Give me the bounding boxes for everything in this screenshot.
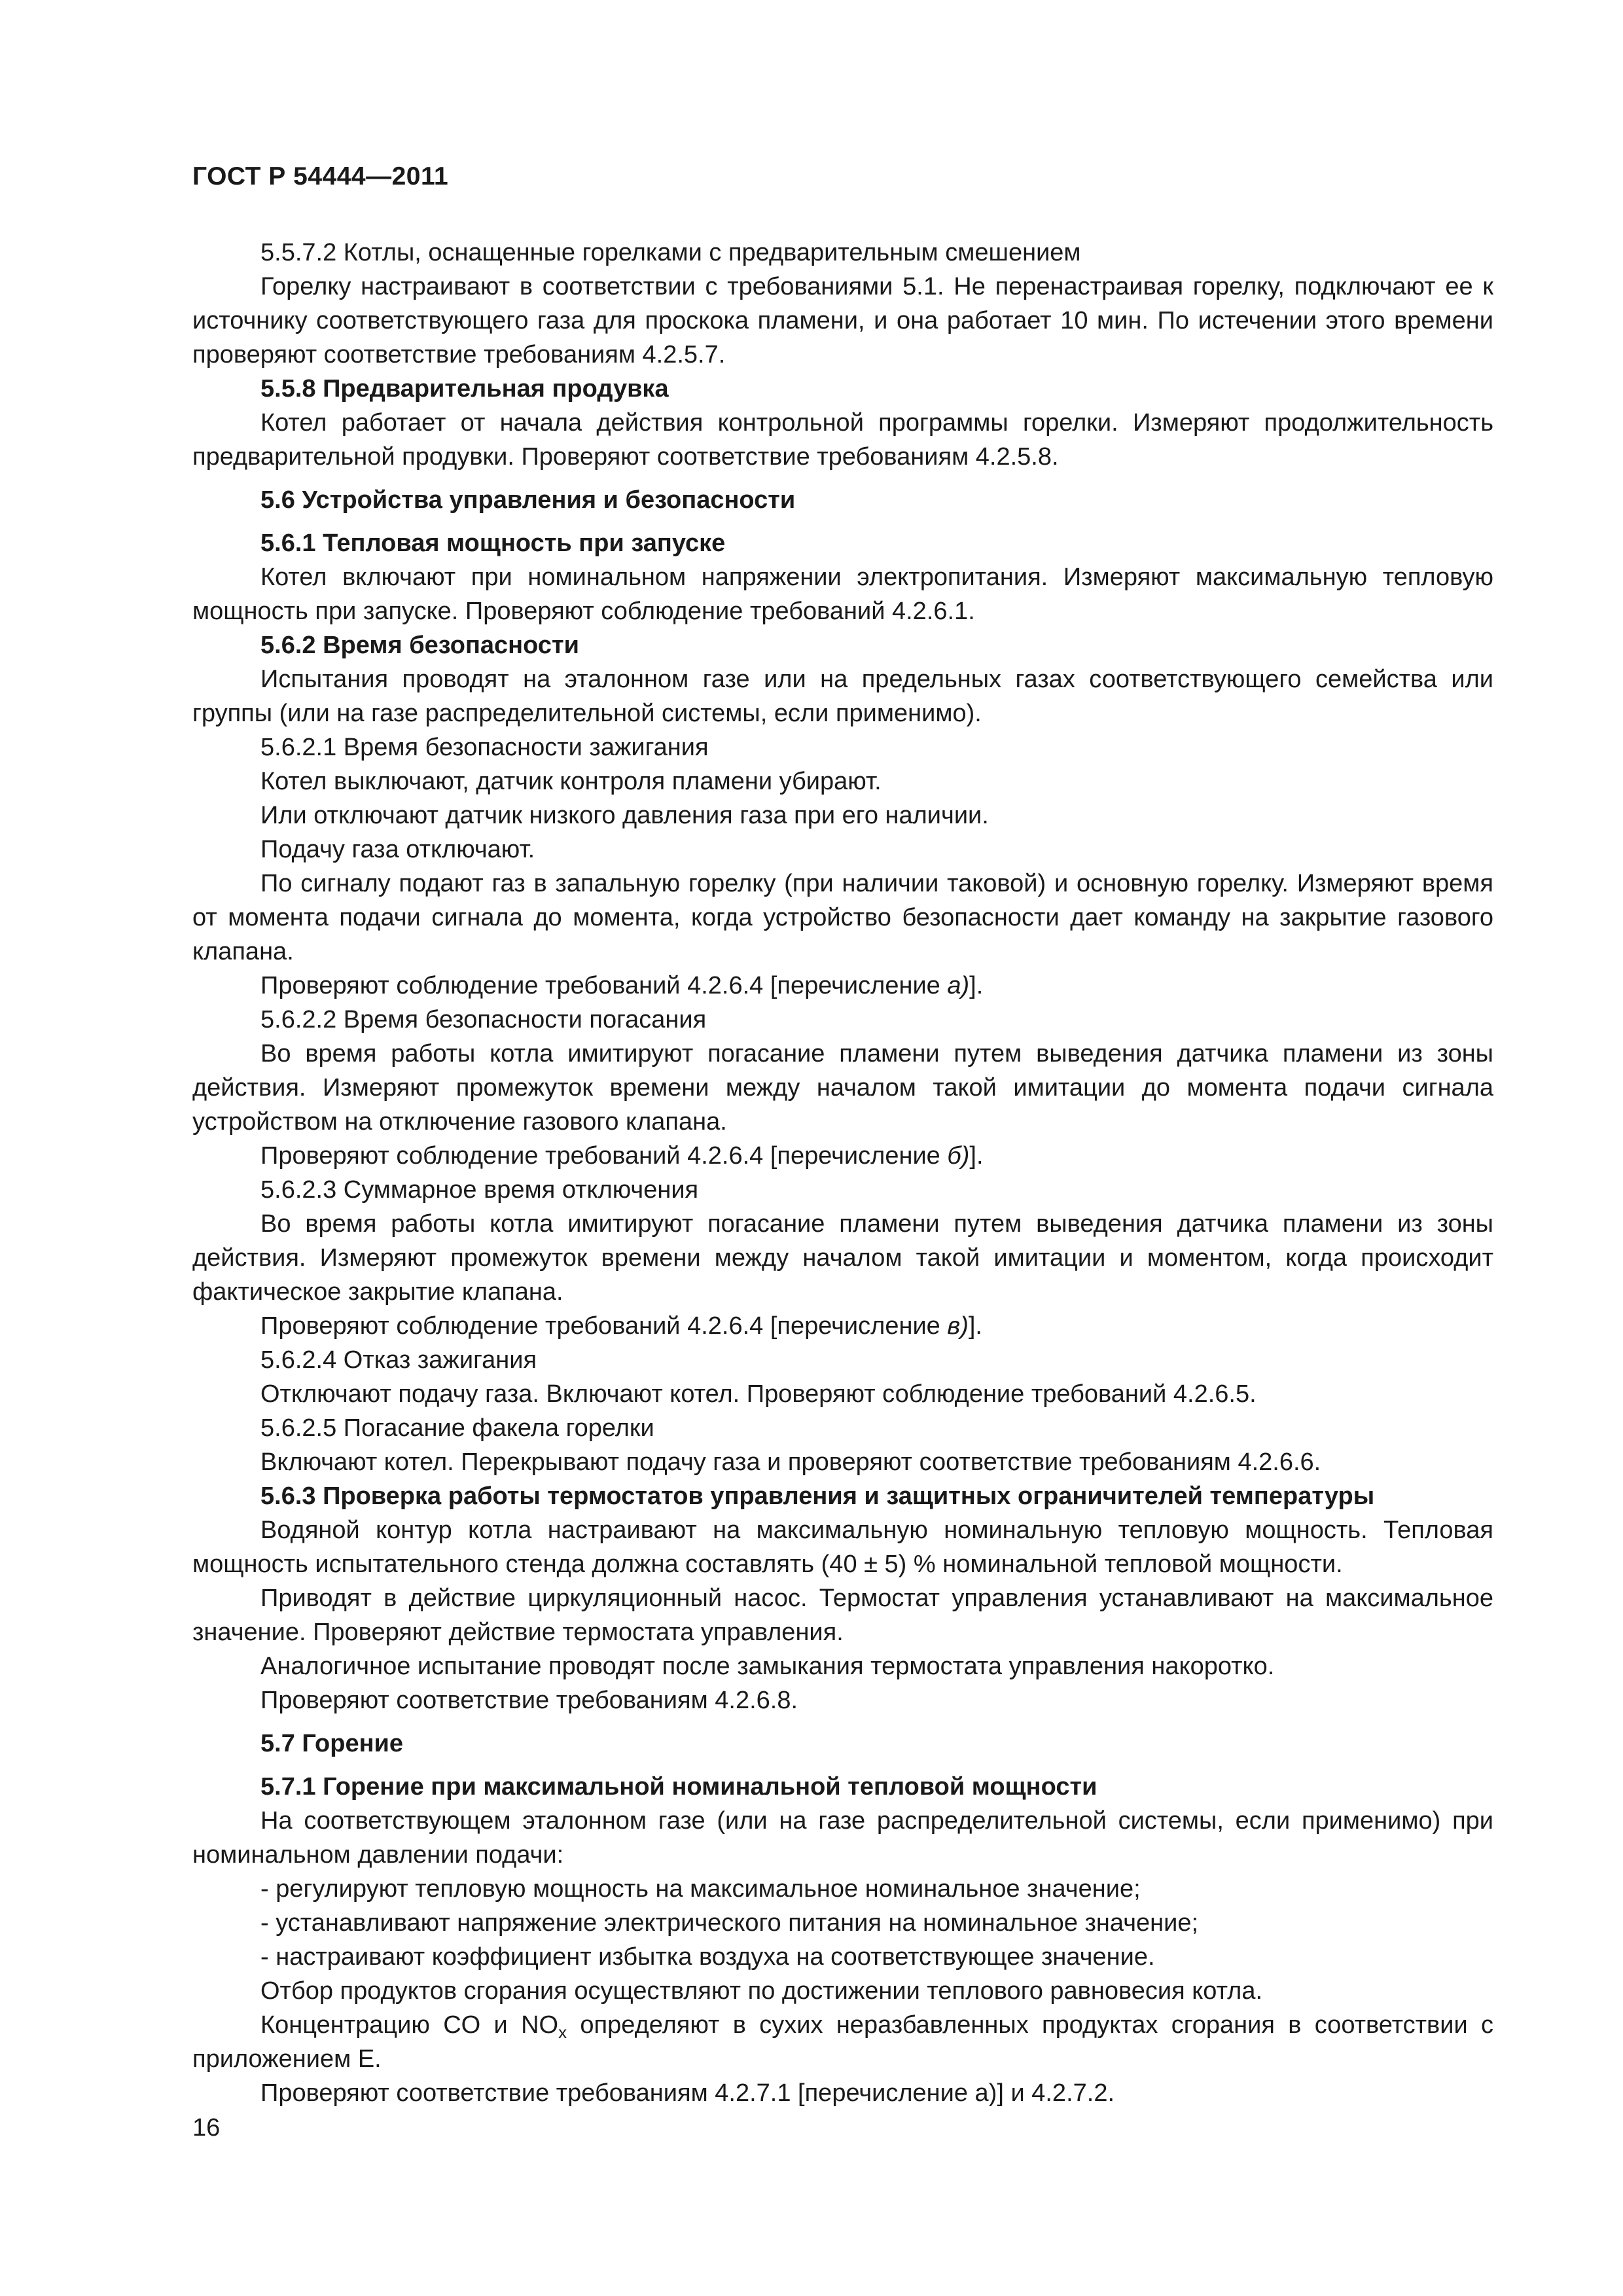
- list-item: - регулируют тепловую мощность на максимальное номинальное значение;: [260, 1875, 1141, 1903]
- paragraph: Или отключают датчик низкого давления газа при его наличии.: [260, 802, 989, 829]
- paragraph: Горелку настраивают в соответствии с требованиями 5.1. Не перенастраивая горелку, подключают ее к источнику соответствующего газа для проскока пламени, и она работает 10 мин. По истечении этого времени проверяют соответствие требованиям 4.2.5.7.: [192, 273, 1493, 368]
- paragraph: Испытания проводят на эталонном газе или на предельных газах соответствующего семейства или группы (или на газе распределительной системы, если применимо).: [192, 666, 1493, 727]
- section-heading-5-6-1: 5.6.1 Тепловая мощность при запуске: [260, 529, 726, 557]
- paragraph: Котел выключают, датчик контроля пламени убирают.: [260, 768, 882, 795]
- paragraph: 5.6.2.3 Суммарное время отключения: [260, 1176, 699, 1204]
- paragraph: Подачу газа отключают.: [260, 836, 535, 863]
- section-heading-5-7: 5.7 Горение: [260, 1730, 404, 1757]
- paragraph: Котел включают при номинальном напряжении электропитания. Измеряют максимальную тепловую мощность при запуске. Проверяют соблюдение требований 4.2.6.1.: [192, 564, 1493, 625]
- italic-run: а): [947, 972, 970, 999]
- section-heading-5-6-2: 5.6.2 Время безопасности: [260, 632, 579, 659]
- paragraph: Котел работает от начала действия контрольной программы горелки. Измеряют продолжительность предварительной продувки. Проверяют соответствие требованиям 4.2.5.8.: [192, 409, 1493, 471]
- paragraph: 5.6.2.5 Погасание факела горелки: [260, 1414, 654, 1442]
- subscript: x: [558, 2022, 567, 2042]
- text-run: определяют в сухих неразбавленных продуктах сгорания в соответствии с приложением Е.: [192, 2011, 1494, 2073]
- italic-run: б): [947, 1142, 970, 1170]
- paragraph: Проверяют соответствие требованиям 4.2.7.1 [перечисление а)] и 4.2.7.2.: [260, 2079, 1115, 2107]
- text-run: ].: [968, 1312, 982, 1340]
- paragraph: Во время работы котла имитируют погасание пламени путем выведения датчика пламени из зоны действия. Измеряют промежуток времени между началом такой имитации и моментом, когда происходит фактическое закрытие клапана.: [192, 1210, 1493, 1306]
- paragraph: По сигналу подают газ в запальную горелку (при наличии таковой) и основную горелку. Измеряют время от момента подачи сигнала до момента, когда устройство безопасности дает команду на закрытие газового клапана.: [192, 870, 1493, 965]
- paragraph: Включают котел. Перекрывают подачу газа и проверяют соответствие требованиям 4.2.6.6.: [260, 1448, 1321, 1476]
- paragraph: Водяной контур котла настраивают на максимальную номинальную тепловую мощность. Тепловая мощность испытательного стенда должна составлять (40 ± 5) % номинальной тепловой мощности.: [192, 1516, 1493, 1578]
- paragraph: [192, 1139, 1493, 1173]
- paragraph: Проверяют соответствие требованиям 4.2.6.8.: [260, 1687, 798, 1714]
- paragraph: Приводят в действие циркуляционный насос. Термостат управления устанавливают на максимальное значение. Проверяют действие термостата управления.: [192, 1585, 1493, 1646]
- section-heading-5-7-1: 5.7.1 Горение при максимальной номинальной тепловой мощности: [260, 1773, 1097, 1801]
- paragraph: [192, 1309, 1493, 1343]
- page-number: 16: [192, 2114, 221, 2142]
- list-item: - устанавливают напряжение электрического питания на номинальное значение;: [260, 1909, 1199, 1937]
- paragraph: 5.6.2.1 Время безопасности зажигания: [260, 734, 709, 761]
- section-heading-5-6: 5.6 Устройства управления и безопасности: [260, 486, 796, 514]
- paragraph: 5.6.2.2 Время безопасности погасания: [260, 1006, 707, 1033]
- paragraph: [192, 2008, 1493, 2076]
- text-run: Проверяют соблюдение требований 4.2.6.4 [перечисление: [260, 1312, 948, 1340]
- paragraph: 5.5.7.2 Котлы, оснащенные горелками с предварительным смешением: [260, 239, 1081, 266]
- document-body: [192, 236, 1493, 2110]
- section-heading-5-6-3: 5.6.3 Проверка работы термостатов управления и защитных ограничителей температуры: [260, 1482, 1375, 1510]
- paragraph: Аналогичное испытание проводят после замыкания термостата управления накоротко.: [260, 1653, 1275, 1680]
- paragraph: На соответствующем эталонном газе (или на газе распределительной системы, если применимо) при номинальном давлении подачи:: [192, 1807, 1493, 1869]
- text-run: ].: [969, 1142, 984, 1170]
- paragraph: 5.6.2.4 Отказ зажигания: [260, 1346, 537, 1374]
- document-header: ГОСТ Р 54444—2011: [192, 162, 449, 190]
- text-run: ].: [969, 972, 984, 999]
- paragraph: [192, 969, 1493, 1003]
- text-run: Концентрацию CO и NO: [260, 2011, 559, 2039]
- list-item: - настраивают коэффициент избытка воздуха на соответствующее значение.: [260, 1943, 1155, 1971]
- italic-run: в): [947, 1312, 969, 1340]
- text-run: Проверяют соблюдение требований 4.2.6.4 [перечисление: [260, 1142, 948, 1170]
- section-heading-5-5-8: 5.5.8 Предварительная продувка: [260, 375, 669, 403]
- paragraph: Отключают подачу газа. Включают котел. Проверяют соблюдение требований 4.2.6.5.: [260, 1380, 1257, 1408]
- paragraph: Во время работы котла имитируют погасание пламени путем выведения датчика пламени из зоны действия. Измеряют промежуток времени между началом такой имитации до момента подачи сигнала устройством на отключение газового клапана.: [192, 1040, 1493, 1136]
- text-run: Проверяют соблюдение требований 4.2.6.4 [перечисление: [260, 972, 948, 999]
- paragraph: Отбор продуктов сгорания осуществляют по достижении теплового равновесия котла.: [260, 1977, 1263, 2005]
